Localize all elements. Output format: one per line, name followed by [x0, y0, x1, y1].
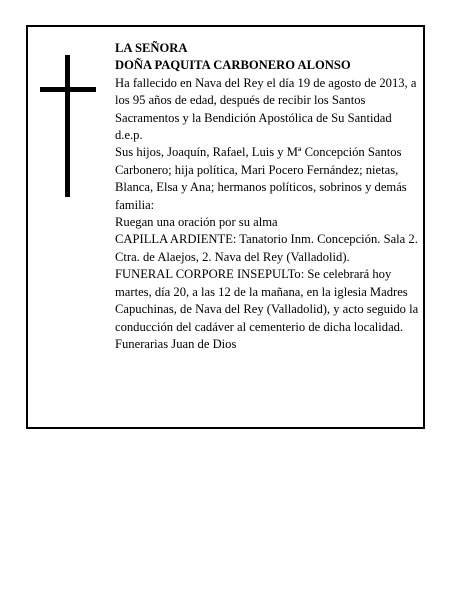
dep-text: d.e.p.: [115, 128, 143, 143]
prayer-request: Ruegan una oración por su alma: [115, 215, 278, 230]
cross-vertical-bar: [65, 55, 70, 197]
cross-icon: [40, 55, 96, 197]
funeral-info: FUNERAL CORPORE INSEPULTo: Se celebrará hoy martes, día 20, a las 12 de la mañana, en la iglesia Madres Capuchinas, de Nava del Rey (Valladolid), y acto seguido la conducción del cadáver al cementerio de dicha localidad.: [115, 267, 419, 334]
family-list: Sus hijos, Joaquín, Rafael, Luis y Mª Concepción Santos Carbonero; hija política, Mari Pocero Fernández; nietas, Blanca, Elsa y Ana; hermanos políticos, sobrinos y demás familia:: [115, 145, 407, 212]
obituary-notice: [26, 25, 425, 429]
notice-heading: LA SEÑORA: [115, 41, 188, 55]
cross-horizontal-bar: [40, 87, 96, 92]
death-announcement: Ha fallecido en Nava del Rey el día 19 de agosto de 2013, a los 95 años de edad, después de recibir los Santos Sacramentos y la Bendición Apostólica de Su Santidad: [115, 75, 417, 125]
chapel-info: CAPILLA ARDIENTE: Tanatorio Inm. Concepción. Sala 2. Ctra. de Alaejos, 2. Nava del Rey (Valladolid).: [115, 232, 418, 264]
deceased-name: DOÑA PAQUITA CARBONERO ALONSO: [115, 58, 351, 73]
notice-text-block: [115, 40, 420, 353]
funeral-home: Funerarias Juan de Dios: [115, 336, 237, 351]
